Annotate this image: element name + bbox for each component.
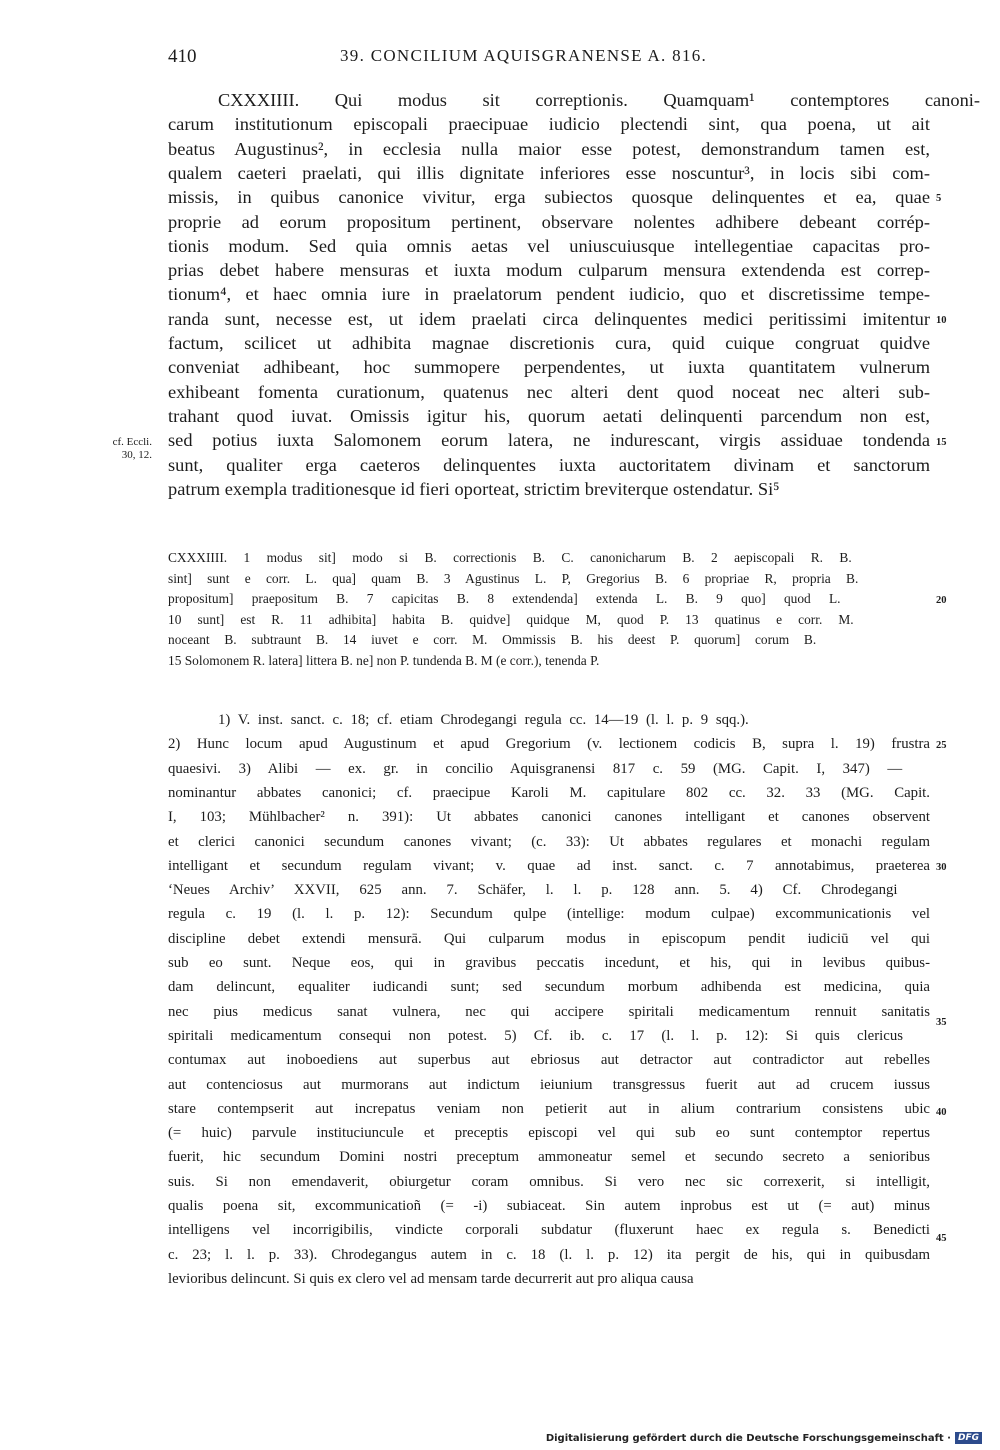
text-line: 2) Hunc locum apud Augustinum et apud Gregorium (v. lectionem codicis B, supra l. 19) frustra — [168, 736, 930, 753]
text-line: nec pius medicus sanat vulnera, nec qui accipere spiritali medicamentum rennuit sanitatis — [168, 1003, 930, 1020]
text-line: 1) V. inst. sanct. c. 18; cf. etiam Chrodegangi regula cc. 14—19 (l. l. p. 9 sqq.). — [218, 712, 749, 728]
text-line: tionis modum. Sed quia omnis aetas vel uniuscuiusque intellegentiae capacitas pro- — [168, 235, 930, 256]
text-line: randa sunt, necesse est, ut idem praelati circa delinquentes medici peritissimi imitentur — [168, 308, 930, 329]
line-number: 40 — [936, 1107, 947, 1118]
text-line: nominantur abbates canonici; cf. praecipue Karoli M. capitulare 802 cc. 32. 33 (MG. Capit. — [168, 784, 930, 801]
text-line: levioribus delincunt. Si quis ex clero vel ad mensam tarde decurrerit aut pro aliqua causa — [168, 1270, 694, 1287]
digitization-footer — [546, 1432, 982, 1444]
text-line: carum institutionum episcopali praecipuae iudicio plectendi sint, qua poena, ut ait — [168, 114, 930, 135]
page-number: 410 — [168, 46, 197, 67]
text-line: sed potius iuxta Salomonem eorum latera, ne indurescant, virgis assiduae tondenda — [168, 430, 930, 451]
text-line: fuerit, hic secundum Domini nostri preceptum ammoneatur semel et secundo secreto a senioribus — [168, 1149, 930, 1166]
text-line: tionum⁴, et haec omnia iure in praelatorum pendent iudicio, quo et discretissime tempe- — [168, 284, 930, 305]
text-line: CXXXIIII. Qui modus sit correptionis. Quamquam¹ contemptores canoni- — [218, 90, 980, 110]
line-number: 20 — [936, 595, 947, 606]
text-line: qualis poena sit, excommunicatioñ (= -i) subiaceat. Sin autem inprobus est ut (= aut) minus — [168, 1198, 930, 1214]
running-title: 39. CONCILIUM AQUISGRANENSE A. 816. — [340, 46, 708, 65]
text-line: ‘Neues Archiv’ XXVII, 625 ann. 7. Schäfer, l. l. p. 128 ann. 5. 4) Cf. Chrodegangi — [168, 882, 898, 899]
text-line: patrum exempla traditionesque id fieri oporteat, strictim breviterque ostendatur. Si⁵ — [168, 478, 780, 499]
line-number: 30 — [936, 862, 947, 873]
text-line: (= huic) parvule instituciuncule et preceptis episcopi vel qui sub eo sunt contemptor repertus — [168, 1125, 930, 1142]
footer-text: Digitalisierung gefördert durch die Deutsche Forschungsgemeinschaft · — [545, 1432, 951, 1444]
line-number: 35 — [936, 1017, 947, 1028]
text-line: prias debet habere mensuras et iuxta modum culparum mensura extendenda est correp- — [168, 260, 930, 281]
text-line: proprie ad eorum propositum pertinent, observare nolentes adhibere debeant corrép- — [168, 211, 930, 232]
text-line: I, 103; Mühlbacher² n. 391): Ut abbates canonici canones intelligant et canones observent — [168, 809, 930, 826]
line-number: 45 — [936, 1233, 947, 1244]
margin-note-line: cf. Eccli. — [112, 436, 152, 448]
text-line: discipline debet extendi mensurā. Qui culparum modus in episcopum pendit iudiciū vel qui — [168, 930, 930, 947]
text-line: stare contempserit aut increpatus veniam non petierit aut in alium contrarium consistens ubic — [168, 1100, 930, 1117]
text-line: 10 sunt] est R. 11 adhibita] habita B. quidve] quidque M, quod P. 13 quatinus e corr. M. — [168, 611, 854, 627]
text-line: conveniat adhibeant, hoc summopere perpendentes, ut iuxta quantitatem vulnerum — [168, 357, 930, 378]
margin-note-line: 30, 12. — [121, 449, 152, 461]
text-line: c. 23; l. l. p. 33). Chrodegangus autem in c. 18 (l. l. p. 12) ita pergit de his, qui in quibusdam — [168, 1246, 930, 1263]
text-line: contumax aut inoboediens aut superbus aut ebriosus aut detractor aut contradictor aut rebelles — [168, 1052, 930, 1069]
line-number: 15 — [936, 437, 947, 448]
text-line: et clerici canonici secundum canones vivant; (c. 33): Ut abbates regulares et monachi regulam — [168, 833, 930, 850]
text-line: intelligant et secundum regulam vivant; v. quae ad inst. sanct. c. 7 annotabimus, praeterea — [168, 857, 930, 874]
text-line: CXXXIIII. 1 modus sit] modo si B. correctionis B. C. canonicharum B. 2 aepiscopali R. B. — [168, 550, 852, 565]
text-line: noceant B. subtraunt B. 14 iuvet e corr. M. Ommissis B. his deest P. quorum] corum B. — [168, 632, 817, 647]
text-line: aut contenciosus aut murmorans aut indictum ieiunium transgressus fuerit aut ad crucem iussus — [168, 1076, 930, 1093]
text-line: 15 Solomonem R. latera] littera B. ne] non P. tundenda B. M (e corr.), tenenda P. — [168, 652, 600, 668]
text-line: suis. Si non emendaverit, obiurgetur coram omnibus. Si vero nec sic correxerit, si intelligit, — [168, 1173, 930, 1190]
line-number: 5 — [936, 193, 942, 204]
text-line: factum, scilicet ut adhibita magnae discretionis cura, quid cuique congruat quidve — [168, 333, 930, 353]
text-line: missis, in quibus canonice vivitur, erga subiectos quosque delinquentes et ea, quae — [168, 187, 930, 208]
text-line: trahant quod iuvat. Omissis igitur his, quorum aetati delinquenti parcendum non est, — [168, 405, 930, 426]
text-line: sunt, qualiter erga caeteros delinquentes iuxta auctoritatem divinam et sanctorum — [168, 454, 930, 475]
text-line: sint] sunt e corr. L. qua] quam B. 3 Agustinus L. P, Gregorius B. 6 propriae R, propria B. — [168, 570, 859, 586]
dfg-logo: DFG — [955, 1432, 982, 1444]
line-number: 25 — [936, 740, 947, 751]
margin-note — [104, 436, 152, 462]
text-line: quaesivi. 3) Alibi — ex. gr. in concilio Aquisgranensi 817 c. 59 (MG. Capit. I, 347) — — [168, 760, 903, 777]
text-line: exhibeant fomenta curationum, quatenus nec alteri dent quod noceat nec alteri sub- — [168, 381, 930, 402]
line-number: 10 — [936, 315, 947, 326]
text-line: intelligens vel incorrigibilis, vindicte corporali subdatur (fluxerunt haec ex regula s. Benedicti — [168, 1222, 930, 1239]
text-line: spiritali medicamentum consequi non potest. 5) Cf. ib. c. 17 (l. l. p. 12): Si quis clericus — [168, 1027, 903, 1044]
text-line: regula c. 19 (l. l. p. 12): Secundum qulpe (intellige: modum culpae) excommunicationis vel — [168, 906, 930, 923]
text-line: propositum] praepositum B. 7 capicitas B. 8 extendenda] extenda L. B. 9 quo] quod L. — [168, 591, 841, 606]
text-line: sub eo sunt. Neque eos, qui in gravibus peccatis incedunt, et his, qui in levibus quibus- — [168, 955, 930, 971]
text-line: dam delincunt, equaliter iudicandi sunt; sed secundum morbum adhibenda est medicina, quia — [168, 979, 930, 996]
text-line: qualem caeteri praelati, qui illis dignitate inferiores esse noscuntur³, in locis sibi com- — [168, 162, 930, 183]
text-line: beatus Augustinus², in ecclesia nulla maior esse potest, demonstrandum tamen est, — [168, 138, 930, 159]
